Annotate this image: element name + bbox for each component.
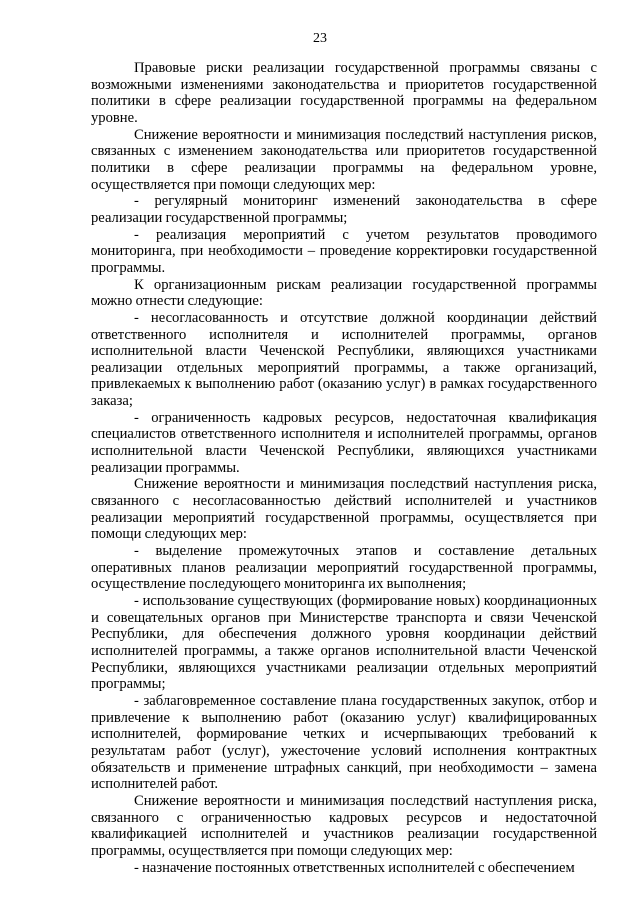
list-item: - несогласованность и отсутствие должной координации действий ответственного исполнителя и исполнителей программы, органов исполнительной власти Чеченской Республики, являющихся участниками реализации отдельных мероприятий программы, а также организаций, привлекаемых к выполнению работ (оказанию услуг) в рамках государственного заказа; [91,309,597,410]
paragraph-coordination-risk-measures: Снижение вероятности и минимизация последствий наступления риска, связанного с несогласованностью действий исполнителей и участников реализации мероприятий государственной программы, осуществляется при помощи следующих мер: [91,476,597,543]
list-item: - назначение постоянных ответственных исполнителей с обеспечением [134,859,575,876]
body-text [91,60,597,876]
list-item: - ограниченность кадровых ресурсов, недостаточная квалификация специалистов ответственного исполнителя и исполнителей программы, органов исполнительной власти Чеченской Республики, являющихся участниками реализации программы. [91,409,597,476]
list-item: - реализация мероприятий с учетом результатов проводимого мониторинга, при необходимости – проведение корректировки государственной программы. [91,226,597,276]
paragraph-organizational-risks: К организационным рискам реализации государственной программы можно отнести следующие: [91,276,597,310]
list-item: - использование существующих (формирование новых) координационных и совещательных органов при Министерстве транспорта и связи Чеченской Республики, для обеспечения должного уровня координации действий исполнителей программы, а также органов исполнительной власти Чеченской Республики, являющихся участниками реализации отдельных мероприятий программы; [91,593,597,693]
list-item: - заблаговременное составление плана государственных закупок, отбор и привлечение к выполнению работ (оказанию услуг) квалифицированных исполнителей, формирование четких и исчерпывающих требований к результатам работ (услуг), ужесточение условий исполнения контрактных обязательств и применение штрафных санкций, при необходимости – замена исполнителей работ. [91,692,597,793]
list-item: - выделение промежуточных этапов и составление детальных оперативных планов реализации мероприятий государственной программы, осуществление последующего мониторинга их выполнения; [91,543,597,593]
paragraph-staff-risk-measures: Снижение вероятности и минимизация последствий наступления риска, связанного с ограниченностью кадровых ресурсов и недостаточной квалификацией исполнителей и участников реализации государственной программы, осуществляется при помощи следующих мер: [91,792,597,859]
page-number: 23 [313,31,327,46]
paragraph-legal-risk-measures: Снижение вероятности и минимизация последствий наступления рисков, связанных с изменением законодательства или приоритетов государственной политики в сфере реализации программы на федеральном уровне, осуществляется при помощи следующих мер: [91,126,597,193]
list-item: - регулярный мониторинг изменений законодательства в сфере реализации государственной программы; [91,193,597,226]
paragraph-legal-risks: Правовые риски реализации государственной программы связаны с возможными изменениями законодательства и приоритетов государственной политики в сфере реализации государственной программы на федеральном уровне. [91,60,597,126]
